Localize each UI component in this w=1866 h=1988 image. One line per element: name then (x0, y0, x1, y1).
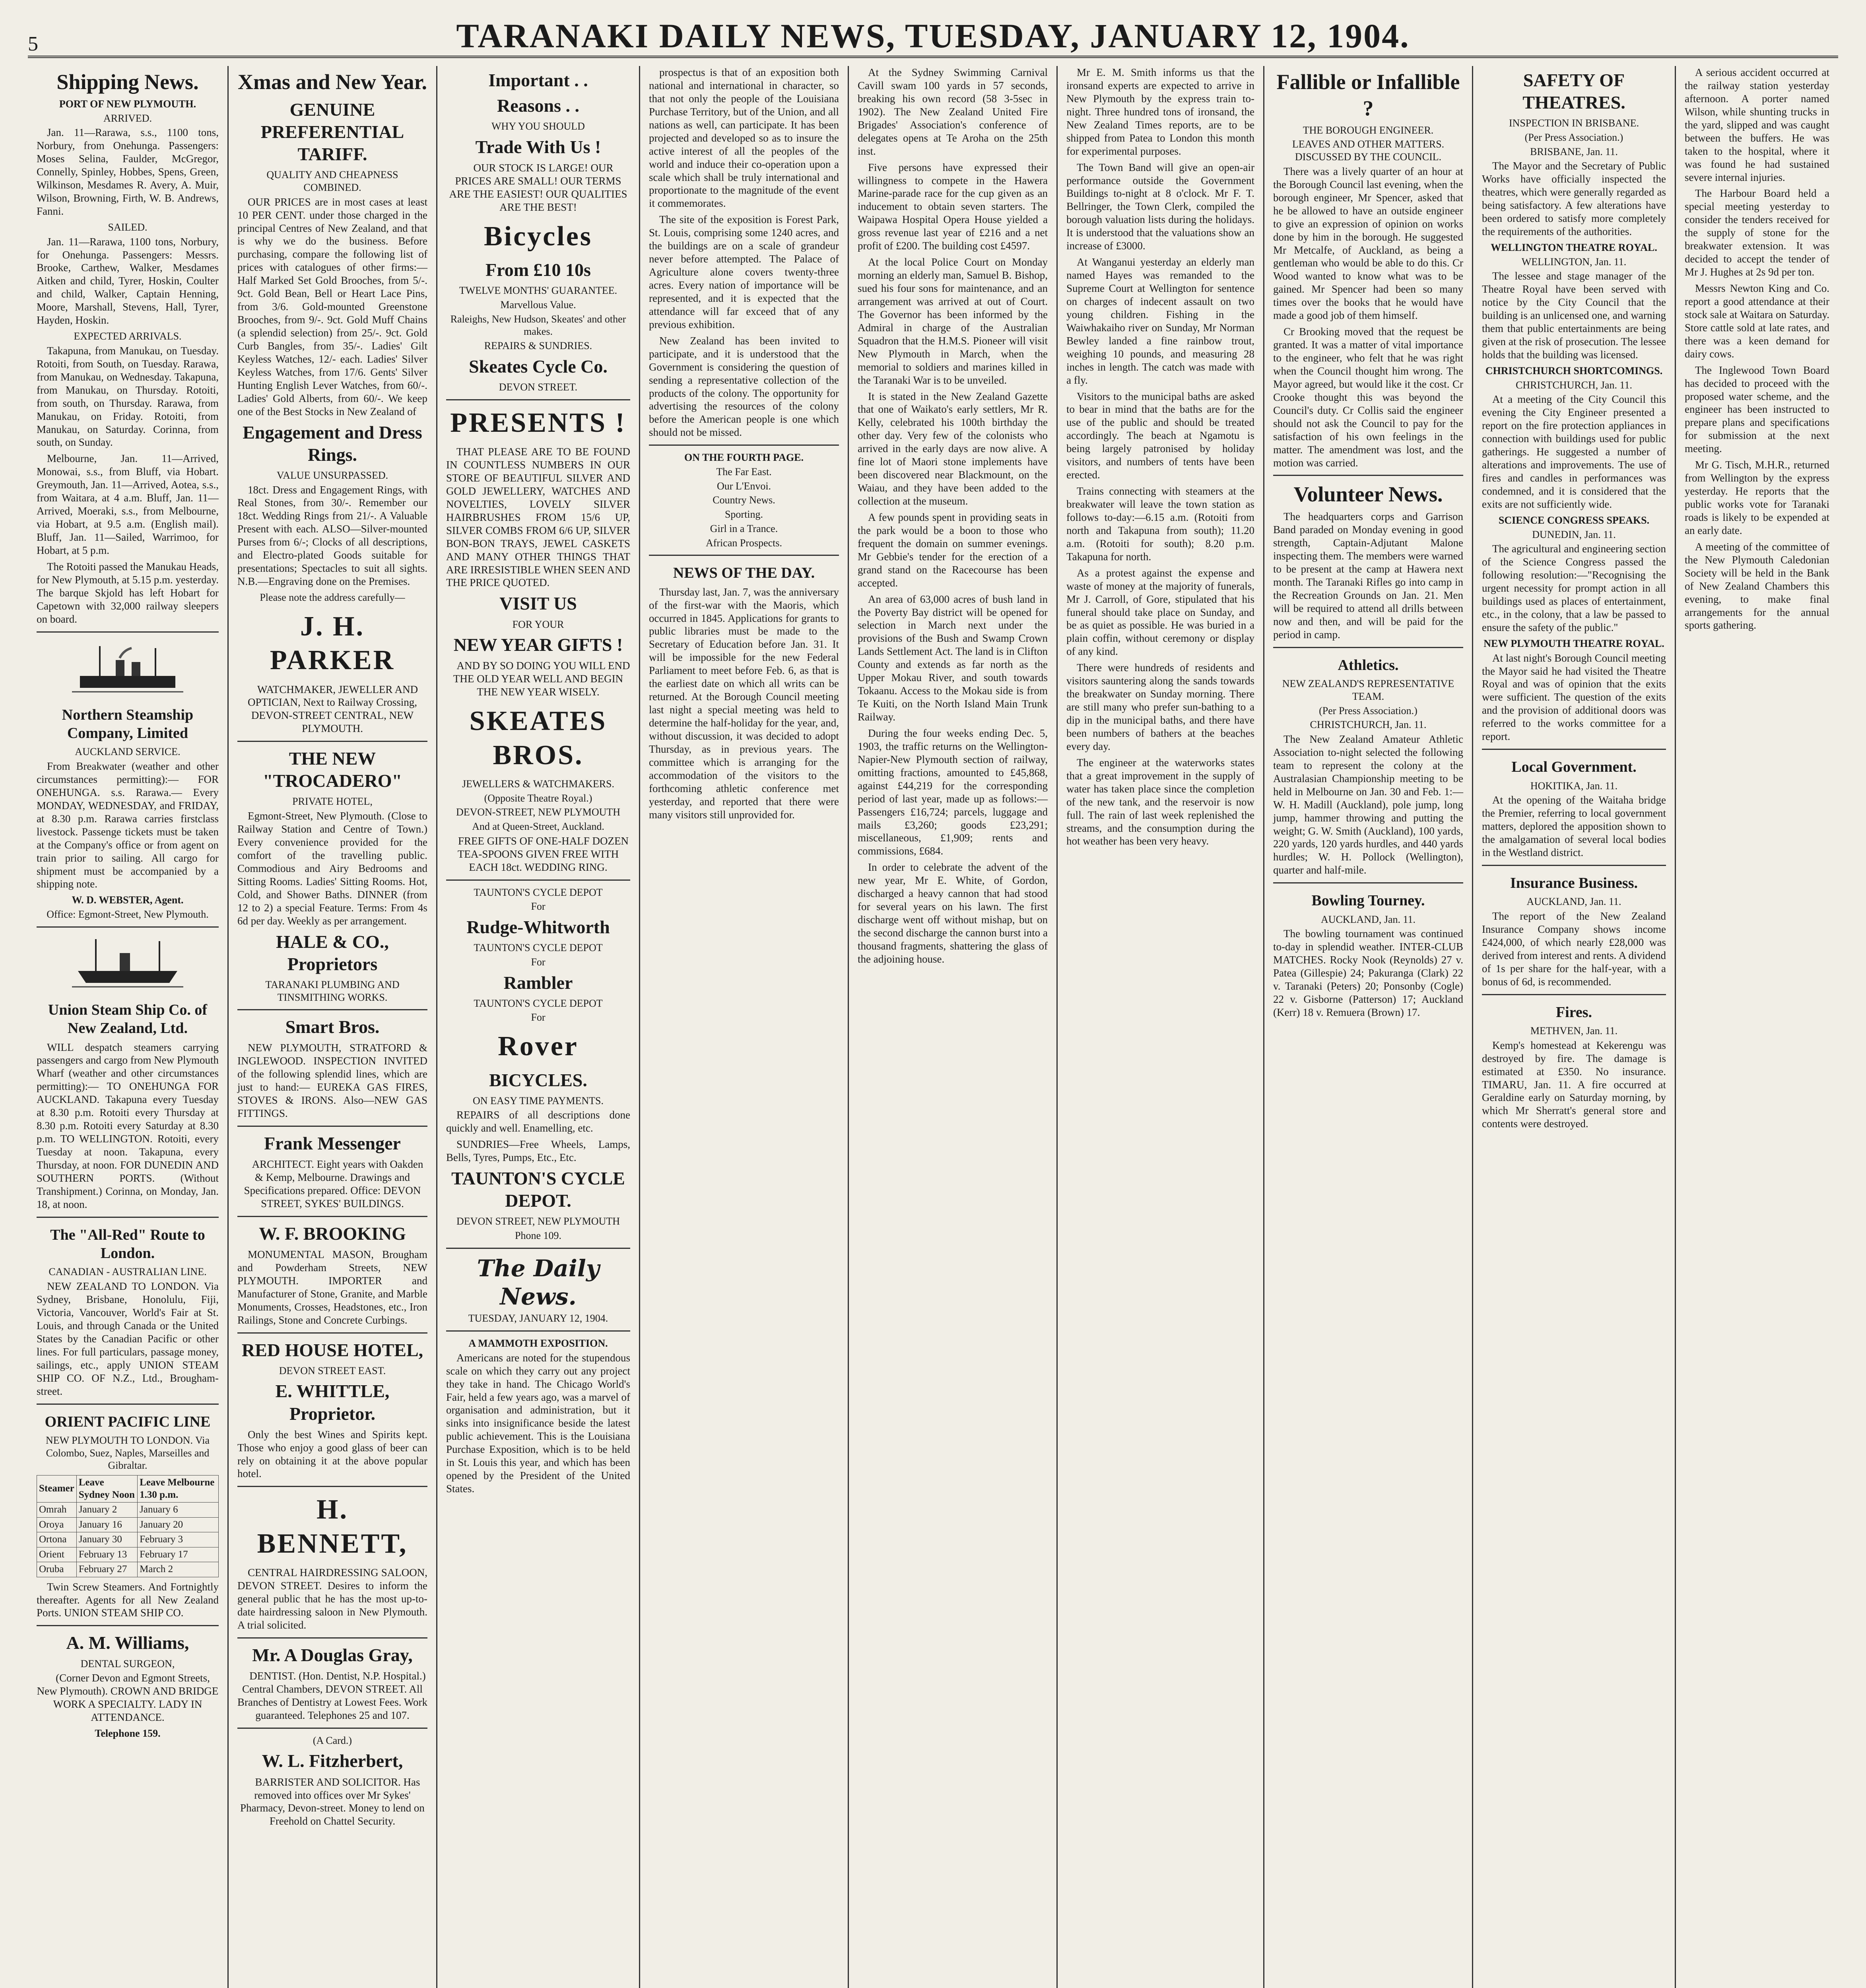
taunton-text: TAUNTON'S CYCLE DEPOT (474, 886, 603, 898)
guarantee-text: TWELVE MONTHS' GUARANTEE. (459, 285, 617, 297)
smart-text: NEW PLYMOUTH, STRATFORD & INGLEWOOD. INSPECTION INVITED of the following splendid lines, which are just to hand:— EUREKA GAS FIRES, STOVES & IRONS. Also—NEW GAS FITTINGS. (237, 1042, 427, 1120)
date-cell: February 3 (138, 1532, 219, 1547)
dateline: CHRISTCHURCH, Jan. 11. (1310, 719, 1427, 731)
steamer-cell: Ortona (37, 1532, 77, 1547)
fires-text: Kemp's homestead at Kekerengu was destroyed by fire. The damage is estimated at £350. No insurance. TIMARU, Jan. 11. A fire occurred at Geraldine early on Saturday morning, by which Mr Sherratt's general store and contents were destroyed. (1482, 1039, 1666, 1130)
trocadero-sub: PRIVATE HOTEL, (292, 796, 373, 808)
sundries-text: SUNDRIES—Free Wheels, Lamps, Bells, Tyres, Pumps, Etc., Etc. (446, 1138, 630, 1164)
usc-text: WILL despatch steamers carrying passengers and cargo from New Plymouth Wharf (weather and other circumstances permitting):— TO ONEHUNGA FOR AUCKLAND. Takapuna every Tuesday at 8.30 p.m. Rotoiti every Thursday at 8.30 p.m. Rotoiti every Saturday at 8.30 p.m. TO WELLINGTON. Rotoiti, every Tuesday at noon. Takapuna, every Thursday, at noon. FOR DUNEDIN AND SOUTHERN PORTS. (Without Transhipment.) Corinna, on Monday, Jan. 18, at noon. (37, 1041, 219, 1210)
please-note: Please note the address carefully— (260, 592, 405, 604)
shipping-heading: Shipping News. (56, 70, 199, 94)
expected-text: Takapuna, from Manukau, on Tuesday. Rotoiti, from South, on Tuesday. Rarawa, from Manukau, on Wednesday. Takapuna, from Manukau, on Thursday. Rotoiti, from south, on Thursday. Rarawa, from Manukau, on Friday. Rotoiti, from Manukau, on Saturday. Corinna, from south, on Sunday. (37, 344, 219, 448)
dateline: DUNEDIN, Jan. 11. (1532, 528, 1616, 540)
trade-text: OUR STOCK IS LARGE! OUR PRICES ARE SMALL! OUR TERMS ARE THE EASIEST! OUR QUALITIES ARE THE BEST! (449, 162, 627, 213)
value-text: 18ct. Dress and Engagement Rings, with Real Stones, from 30/-. Remember our 18ct. Wedding Rings from 21/-. A Valuable Present with each. ALSO—Silver-mounted Purses from 6/-; Clocks of all descriptions, and Electro-plated Goods suitable for presentations; Spectacles to suit all sights. N.B.—Engraving done on the Premises. (237, 483, 427, 588)
date-cell: February 17 (138, 1547, 219, 1562)
trocadero-text: Egmont-Street, New Plymouth. (Close to Railway Station and Centre of Town.) Every convenience provided for the comfort of the travelling public. Commodious and Airy Bedrooms and Sitting Rooms. Ladies' Sitting Rooms. Hot, Cold, and Shower Baths. DINNER (from 12 to 2) a special Feature. Terms: From 4s 6d per day. Weekly as per arrangement. (237, 810, 427, 927)
xmas-heading: Xmas and New Year. (237, 70, 427, 94)
divider (1273, 475, 1463, 476)
divider (446, 1248, 630, 1249)
steamer-cell: Orient (37, 1547, 77, 1562)
dateline: HOKITIKA, Jan. 11. (1530, 780, 1618, 792)
usc-heading: Union Steam Ship Co. of New Zealand, Ltd. (48, 1001, 208, 1037)
nsc-heading: Northern Steamship Company, Limited (62, 706, 194, 742)
article-paragraph: The engineer at the waterworks states that a great improvement in the supply of water has taken place since the completion of the new tank, and the reservoir is now full. The rain of last week replenished the streams, and the consumption during the hot weather has been very heavy. (1066, 756, 1254, 847)
date-cell: February 13 (76, 1547, 137, 1562)
dateline: WELLINGTON, Jan. 11. (1521, 256, 1627, 268)
bennett-heading: H. BENNETT, (257, 1494, 408, 1559)
divider (1482, 865, 1666, 866)
local-government-heading: Local Government. (1511, 759, 1637, 776)
article-paragraph: The Town Band will give an open-air performance outside the Government Buildings to-night at 8 o'clock. Mr F. T. Bellringer, the Town Clerk, compiled the borough valuation lists during the holidays. It is understood that the valuations show an increase of £3000. (1066, 161, 1254, 252)
for-text: For (531, 901, 546, 912)
date-cell: March 2 (138, 1562, 219, 1577)
date-cell: January 30 (76, 1532, 137, 1547)
williams-text: (Corner Devon and Egmont Streets, New Plymouth). CROWN AND BRIDGE WORK A SPECIALTY. LADY IN ATTENDANCE. (37, 1672, 219, 1724)
page-number: 5 (28, 33, 38, 55)
list-item: African Prospects. (705, 537, 783, 549)
article-paragraph: Mr G. Tisch, M.H.R., returned from Wellington by the express yesterday. He reports that the public works vote for Taranaki roads is likely to be expended at an early date. (1685, 459, 1829, 536)
nsc-text: From Breakwater (weather and other circumstances permitting):— FOR ONEHUNGA. s.s. Rarawa.— Every MONDAY, WEDNESDAY, and FRIDAY, at 8.30 p.m. Rarawa carries firstclass livestock. Passenge tickets must be taken at the Company's office or from agent on train prior to sailing. All cargo for shipment must be accompanied by a shipping note. (37, 760, 219, 890)
wellington-text: The lessee and stage manager of the Theatre Royal have been served with notice by the City Council that the building is an unlicensed one, and warning them that public entertainments are being given at the risk of prosecution. The lessee holds that the building was licensed. (1482, 270, 1666, 361)
divider (37, 926, 219, 928)
list-item: The Far East. (716, 466, 772, 478)
fitzherbert-text: BARRISTER AND SOLICITOR. Has removed into offices over Mr Sykes' Pharmacy, Devon-street. Money to lend on Freehold on Chattel Security. (240, 1776, 425, 1827)
column-2 (229, 66, 437, 1988)
column-1 (28, 66, 229, 1988)
skeates-cycle-heading: Skeates Cycle Co. (469, 356, 608, 377)
rudge-heading: Rudge-Whitworth (466, 917, 610, 938)
orient-schedule-table (37, 1475, 219, 1577)
athletics-text: The New Zealand Amateur Athletic Association to-night selected the following team to represent the colony at the Australasian Championship meeting to be held in Melbourne on Jan. 30 and Feb. 1:—W. H. Madill (Auckland), pole jump, long jump, hammer throwing and putting the weight; G. W. Smith (Auckland), 100 yards, 220 yards, 120 yards hurdles, and 440 yards hurdles; W. H. Pollock (Wellington), quarter and half-mile. (1273, 733, 1463, 876)
nptr-text: At last night's Borough Council meeting the Mayor said he had visited the Theatre Royal and was of opinion that the exits were sufficient. The question of the exits and the provision of additional doors was referred to the works committee for a report. (1482, 652, 1666, 743)
inspection-subheading: INSPECTION IN BRISBANE. (1509, 117, 1639, 129)
table-row (37, 1562, 219, 1577)
divider (37, 1404, 219, 1405)
list-item: Our L'Envoi. (716, 480, 771, 492)
brooking-text: MONUMENTAL MASON, Brougham and Powderham Streets, NEW PLYMOUTH. IMPORTER and Manufacturer of Stone, Granite, and Marble Monuments, Crosses, Headstones, etc., Iron Railings, Stone and Concrete Curbings. (237, 1248, 427, 1326)
insurance-text: The report of the New Zealand Insurance Company shows income £424,000, of which nearly £28,000 was derived from interest and rents. A dividend of 1s per share for the half-year, with a bonus of 6d, is recommended. (1482, 910, 1666, 988)
rambler-heading: Rambler (503, 972, 573, 993)
quality-heading: QUALITY AND CHEAPNESS COMBINED. (266, 169, 398, 193)
for-text: For (531, 956, 546, 968)
whittle-heading: E. WHITTLE, Proprietor. (275, 1381, 390, 1424)
insurance-heading: Insurance Business. (1510, 874, 1638, 891)
divider (237, 1009, 427, 1010)
divider (37, 1625, 219, 1626)
wellington-theatre-heading: WELLINGTON THEATRE ROYAL. (1491, 242, 1657, 253)
brooking-heading: W. F. BROOKING (259, 1223, 406, 1244)
arrived-heading: ARRIVED. (103, 112, 152, 124)
divider (1273, 647, 1463, 648)
williams-sub: DENTAL SURGEON, (80, 1658, 175, 1670)
engineer-subheading: THE BOROUGH ENGINEER. (1303, 124, 1434, 136)
nsc-office: Office: Egmont-Street, New Plymouth. (47, 909, 209, 920)
new-year-gifts-heading: NEW YEAR GIFTS ! (453, 635, 623, 655)
volunteer-heading: Volunteer News. (1293, 482, 1443, 507)
steamship-icon (72, 933, 183, 993)
news-text: Thursday last, Jan. 7, was the anniversary of the first-war with the Maoris, which occurred in 1845. Applications for grants to public libraries must be made to the Secretary of Education before Jan. 31. It will be impossible for the new Federal Parliament to meet before Feb. 6, as that is the earliest date on which all writs can be returned. At the Borough Council meeting last night a special meeting was held to determine the half-holiday for the year, and, without discussion, it was decided to adopt Thursday, as in previous years. The committee which is arranging for the accommodation of the visitors to the forthcoming athletic conference met yesterday, and reported that there were many visitors still unprovided for. (649, 586, 839, 821)
divider (1482, 994, 1666, 995)
column-4 (640, 66, 849, 1988)
bicycles2-heading: BICYCLES. (489, 1070, 587, 1090)
bicycles-heading: Bicycles (483, 221, 593, 252)
presents-text: THAT PLEASE ARE TO BE FOUND IN COUNTLESS NUMBERS IN OUR STORE OF BEAUTIFUL SILVER AND GOLD JEWELLERY, WATCHES AND NOVELTIES, LOVELY SILVER HAIRBRUSHES FROM 15/6 UP, SILVER COMBS FROM 6/6 UP, SILVER BON-BON TRAYS, JEWEL CASKETS AND MANY OTHER THINGS THAT ARE IRRESISTIBLE WHEN SEEN AND THE PRICE QUOTED. (446, 446, 630, 589)
fitzherbert-heading: W. L. Fitzherbert, (262, 1751, 403, 1771)
queen-st-text: And at Queen-Street, Auckland. (472, 821, 604, 833)
press-association: (Per Press Association.) (1524, 131, 1623, 143)
easy-payments-text: ON EASY TIME PAYMENTS. (473, 1095, 604, 1107)
red-house-text: DEVON STREET EAST. (279, 1365, 386, 1376)
christchurch-heading: CHRISTCHURCH SHORTCOMINGS. (1485, 365, 1663, 377)
dateline: CHRISTCHURCH, Jan. 11. (1515, 379, 1632, 391)
volunteer-text: The headquarters corps and Garrison Band paraded on Monday evening in good strength, Captain-Adjutant Malone inspecting them. The members were warned to be present at the camp at Hawera next month. The Taranaki Rifles go into camp in the Recreation Grounds on Jan. 21. Men will be required to attend all drills between now and then, and will be paid for the period in camp. (1273, 511, 1463, 641)
reasons-heading: Reasons . . (497, 95, 580, 116)
taunton-text: TAUNTON'S CYCLE DEPOT (474, 942, 603, 954)
hale-heading: HALE & CO., Proprietors (276, 931, 389, 974)
orient-col-header: Leave Sydney Noon (76, 1475, 137, 1503)
bowling-text: The bowling tournament was continued to-day in splendid weather. INTER-CLUB MATCHES. Rocky Nook (Reynolds) 27 v. Patea (Gillespie) 24; Pakuranga (Clark) 22 v. Taranaki (Peters) 20; Ponsonby (Cogle) 22 v. Gisborne (Patterson) 17; Auckland (Kerr) 18 v. Remuera (Brown) 17. (1273, 928, 1463, 1018)
safety-text: The Mayor and the Secretary of Public Works have officially inspected the theatres, which were generally regarded as being satisfactory. A few alterations have been ordered to satisfy more completely the requirements of the authorities. (1482, 160, 1666, 238)
divider (237, 1486, 427, 1487)
parker-name: J. H. PARKER (270, 611, 395, 676)
dateline: AUCKLAND, Jan. 11. (1320, 913, 1416, 925)
steamer-cell: Oroya (37, 1517, 77, 1532)
sailed-heading: SAILED. (108, 221, 148, 233)
fires-heading: Fires. (1555, 1004, 1592, 1021)
whittle-text: Only the best Wines and Spirits kept. Those who enjoy a good glass of beer can rely on obtaining it at the above popular hotel. (237, 1428, 427, 1480)
expected-heading: EXPECTED ARRIVALS. (74, 330, 182, 342)
divider (1482, 749, 1666, 750)
newspaper-title: TARANAKI DAILY NEWS, TUESDAY, JANUARY 12, 1904. (456, 17, 1410, 55)
value-heading: VALUE UNSURPASSED. (276, 469, 388, 481)
gifts-text: AND BY SO DOING YOU WILL END THE OLD YEAR WELL AND BEGIN THE NEW YEAR WISELY. (453, 660, 630, 698)
williams-name: A. M. Williams, (66, 1633, 189, 1653)
orient-heading: ORIENT PACIFIC LINE (45, 1413, 211, 1430)
divider (237, 1637, 427, 1639)
article-paragraph: It is stated in the New Zealand Gazette that one of Waikato's early settlers, Mr R. Kelly, celebrated his 100th birthday the other day. Very few of the colonists who arrived in the early days are now alive. A fine lot of Maori stone implements have been discovered near Blackmount, on the Waiau, and they have been added to the collection at the museum. (858, 390, 1048, 507)
article-paragraph: The site of the exposition is Forest Park, St. Louis, comprising some 1240 acres, and the buildings are on a scale of grandeur never before attempted. The Palace of Agriculture alone covers twenty-three acres. Every nation of importance will be represented, and it is expected that the attendance will far exceed that of any previous exhibition. (649, 214, 839, 330)
columns (28, 66, 1838, 1988)
divider (37, 1217, 219, 1218)
devon-st-text: DEVON-STREET, NEW PLYMOUTH (456, 806, 621, 818)
article-paragraph: Messrs Newton King and Co. report a good attendance at their stock sale at Waitara on Saturday. Store cattle sold at late rates, and there was a keen demand for dairy cows. (1685, 282, 1829, 360)
allred-heading: The "All-Red" Route to London. (50, 1226, 205, 1262)
article-paragraph: At the Sydney Swimming Carnival Cavill swam 100 yards in 57 seconds, breaking his own record (58 3-5sec in 1902). The New Zealand United Fire Brigades' Association's conference of delegates opens at Te Aroha on the 25th inst. (858, 66, 1048, 157)
nz-team-subheading: NEW ZEALAND'S REPRESENTATIVE TEAM. (1282, 678, 1454, 702)
fallible-heading: Fallible or Infallible ? (1276, 70, 1460, 120)
divider (237, 741, 427, 742)
news-of-the-day-heading: NEWS OF THE DAY. (673, 565, 815, 582)
red-house-heading: RED HOUSE HOTEL, (241, 1340, 423, 1360)
article-paragraph: A meeting of the committee of the New Plymouth Caledonian Society will be held in the Bank of New Zealand Chambers this evening, to make final arrangements for the annual sports gathering. (1685, 540, 1829, 631)
bowling-heading: Bowling Tourney. (1311, 892, 1425, 909)
divider (237, 1332, 427, 1334)
article-paragraph: Trains connecting with steamers at the breakwater will leave the town station as follows to-day:—6.15 a.m. (Rotoiti from north and Takapuna from south); 11.20 a.m. (Rotoiti for south); 8.20 p.m. Takapuna for north. (1066, 485, 1254, 563)
christchurch-text: At a meeting of the City Council this evening the City Engineer presented a report on the fire protection appliances in connection with buildings used for public gatherings. He suggested a number of alterations and improvements. The use of fires and candles in performances was condemned, and it is considered that the exits are not sufficiently wide. (1482, 393, 1666, 510)
divider (237, 1216, 427, 1217)
divider (237, 1728, 427, 1729)
article-paragraph: Five persons have expressed their willingness to compete in the Hawera Marine-parade race for the cup given as an inducement to obtain seven starters. The Waipawa Hospital Opera House yielded a gross revenue last year of £216 and a net profit of £200. The building cost £4597. (858, 161, 1048, 252)
list-item: Sporting. (724, 509, 763, 520)
article-paragraph: During the four weeks ending Dec. 5, 1903, the traffic returns on the Wellington-Napier-New Plymouth section of railway, omitting fractions, amounted to £45,868, against £44,219 for the corresponding period of last year, made up as follows:— Passengers £16,724; parcels, luggage and mails £3,260; goods £23,291; miscellaneous, £1,909; rents and commissions, £684. (858, 727, 1048, 857)
article-paragraph: There were hundreds of residents and visitors sauntering along the sands towards the breakwater on Sunday morning. There are still many who prefer sun-bathing to a dip in the municipal baths, and there have been numbers of bathers at the beaches every day. (1066, 662, 1254, 752)
opposite-text: (Opposite Theatre Royal.) (484, 792, 592, 804)
free-gifts-text: FREE GIFTS OF ONE-HALF DOZEN TEA-SPOONS GIVEN FREE WITH EACH 18ct. WEDDING RING. (457, 835, 629, 873)
tariff-heading: GENUINE PREFERENTIAL TARIFF. (260, 99, 404, 165)
column-8 (1473, 66, 1676, 1988)
taunton-depot-heading: TAUNTON'S CYCLE DEPOT. (451, 1168, 625, 1211)
engagement-heading: Engagement and Dress Rings. (243, 422, 422, 465)
divider (649, 555, 839, 556)
athletics-heading: Athletics. (1338, 656, 1399, 674)
column-6 (1058, 66, 1264, 1988)
article-paragraph: At Wanganui yesterday an elderly man named Hayes was remanded to the Supreme Court at Wellington for sentence on charges of indecent assault on two young children. Fishing in the Waiwhakaiho river on Sunday, Mr Norman Bewley landed a fine rainbow trout, weighing 10 pounds, and measuring 28 inches in length. The catch was made with a fly. (1066, 256, 1254, 386)
article-paragraph: New Zealand has been invited to participate, and it is understood that the Government is considering the question of sending a representative collection of the products of the colony. The opportunity for advertising the resources of the colony before the American people is one which should not be missed. (649, 334, 839, 439)
xmas-text: OUR PRICES are in most cases at least 10 PER CENT. under those charged in the principal Centres of New Zealand, and that is why we do the business. Before purchasing, compare the following list of prices with catalogues of other firms:— Half Marked Set Gold Brooches, from 5/-. 9ct. Gold Bean, Bell or Heart Lace Pins, from 3/6. Gold-mounted Greenstone Brooches, from 9/-. 9ct. Gold Muff Chains (a splendid selection) from 25/-. 9ct. Gold Curb Bangles, from 35/-. Ladies' Gilt Keyless Watches, 12/- each. Ladies' Silver Keyless Watches, from 17/6. Gents' Silver Hunting English Lever Watches, from 60/-. Ladies' Gold Alberts, from 60/-. We keep one of the Best Stocks in New Zealand of (237, 196, 427, 417)
steamer-cell: Omrah (37, 1503, 77, 1518)
trade-heading: Trade With Us ! (475, 136, 601, 157)
bennett-text: CENTRAL HAIRDRESSING SALOON, DEVON STREET. Desires to inform the general public that he has the most up-to-date hairdressing saloon in New Plymouth. A trial solicited. (237, 1567, 427, 1631)
messenger-heading: Frank Messenger (264, 1133, 401, 1154)
article-paragraph: Cr Brooking moved that the request be granted. It was a matter of vital importance to the engineer, who felt that he was right when the Council thought him wrong. The Mayor agreed, but would like it the cost. Cr Crooke thought this was beyond the Council's duty. Cr Collis said the engineer should not ask the Council to pay for the satisfaction of his own feelings in the matter. The amendment was lost, and the motion was carried. (1273, 326, 1463, 469)
parker-text: WATCHMAKER, JEWELLER AND OPTICIAN, Next to Railway Crossing, DEVON-STREET CENTRAL, NEW PLYMOUTH. (248, 683, 418, 735)
science-text: The agricultural and engineering section of the Science Congress passed the following resolution:—"Recognising the urgent necessity for prompt action in all buildings used as places of entertainment, etc., in the colony, that a law be passed to ensure the safety of the public." (1482, 543, 1666, 633)
dateline: METHVEN, Jan. 11. (1530, 1025, 1618, 1037)
important-heading: Important . . (488, 70, 588, 90)
science-heading: SCIENCE CONGRESS SPEAKS. (1498, 514, 1650, 526)
trocadero-heading: THE NEW "TROCADERO" (262, 748, 402, 791)
mammoth-text: Americans are noted for the stupendous scale on which they carry out any project they take in hand. The Chicago World's Fair, held a few years ago, was a marvel of organisation and administration, but it sinks into insignificance beside the latest public achievement. This is the Louisiana Purchase Exposition, which is to be held in St. Louis this year, and which has been opened by the President of the United States. (446, 1351, 630, 1495)
orient-note: Twin Screw Steamers. And Fortnightly thereafter. Agents for all New Zealand Ports. UNION STEAM SHIP CO. (37, 1580, 219, 1619)
visit-heading: VISIT US (499, 593, 577, 614)
makes-text: Raleighs, New Hudson, Skeates' and other makes. (450, 313, 626, 338)
smart-heading: Smart Bros. (285, 1017, 380, 1037)
dateline: BRISBANE, Jan. 11. (1530, 146, 1618, 157)
devon-street-text: DEVON STREET. (499, 381, 578, 393)
steamship-icon (72, 638, 183, 698)
arrived-text: Jan. 11—Rarawa, s.s., 1100 tons, Norbury, from Onehunga. Passengers: Moses Selina, Faulder, McGregor, Connelly, Spinley, Hobbes, Spens, Green, Wilkinson, Mesdames R. Avery, A. Muir, Wilson, Browning, Firth, W. B. Andrews, Fanni. (37, 126, 219, 217)
marvellous-text: Marvellous Value. (500, 299, 576, 311)
press-association: (Per Press Association.) (1319, 705, 1417, 716)
table-row (37, 1517, 219, 1532)
article-paragraph: A serious accident occurred at the railway station yesterday afternoon. A porter named Wilson, while shunting trucks in the yard, slipped and was caught between the buffers. He was taken to the hospital, where it was found he had sustained severe internal injuries. (1685, 66, 1829, 183)
divider (37, 631, 219, 633)
messenger-text: ARCHITECT. Eight years with Oakden & Kemp, Melbourne. Drawings and Specifications prepared. Office: DEVON STREET, SYKES' BUILDINGS. (244, 1158, 423, 1209)
table-row (37, 1532, 219, 1547)
column-3 (437, 66, 640, 1988)
date-cell: January 2 (76, 1503, 137, 1518)
divider (446, 879, 630, 881)
divider (446, 399, 630, 400)
price-heading: From £10 10s (485, 260, 591, 280)
for-your-text: FOR YOUR (512, 618, 564, 630)
gray-text: DENTIST. (Hon. Dentist, N.P. Hospital.) Central Chambers, DEVON STREET. All Branches of Dentistry at Lowest Fees. Work guaranteed. Telephones 25 and 107. (237, 1670, 427, 1721)
orient-col-header: Steamer (37, 1475, 77, 1503)
daily-news-date: TUESDAY, JANUARY 12, 1904. (468, 1312, 608, 1324)
date-cell: January 20 (138, 1517, 219, 1532)
phone-text: Phone 109. (515, 1230, 561, 1242)
date-cell: January 16 (76, 1517, 137, 1532)
dateline: AUCKLAND, Jan. 11. (1526, 896, 1621, 908)
table-row (37, 1547, 219, 1562)
divider (1273, 882, 1463, 883)
gray-heading: Mr. A Douglas Gray, (252, 1644, 413, 1665)
article-paragraph: At the local Police Court on Monday morning an elderly man, Samuel B. Bishop, sued his four sons for maintenance, and an arrangement was arrived at out of Court. The Governor has been informed by the Admiral in charge of the Australian Squadron that the H.M.S. Pioneer will visit New Plymouth in March, when the memorial to soldiers and marines killed in the Taranaki War is to be unveiled. (858, 256, 1048, 386)
for-text: For (531, 1011, 546, 1023)
rover-heading: Rover (498, 1031, 579, 1062)
safety-heading: SAFETY OF THEATRES. (1522, 70, 1625, 113)
presents-heading: PRESENTS ! (450, 407, 626, 438)
fourth-page-heading: ON THE FOURTH PAGE. (684, 452, 804, 464)
article-paragraph: In order to celebrate the advent of the new year, Mr E. White, of Gordon, discharged a heavy cannon that had stood for several years on his lawn. The first discharge went off without mishap, but on the second discharge the cannon burst into a thousand fragments, shattering the glass of the adjoining house. (858, 861, 1048, 965)
list-item: Country News. (713, 494, 775, 506)
article-paragraph: prospectus is that of an exposition both national and international in character, so that not only the people of the Louisiana Purchase Territory, but of the Union, and all nations as well, can participate. It has been projected and developed so as to insure the active interest of all the peoples of the world and induce their co-operation upon a scale which shall be truly international and proportionate to the magnitude of the event it commemorates. (649, 66, 839, 210)
jewellers-text: JEWELLERS & WATCHMAKERS. (462, 778, 615, 790)
sailed-text: Jan. 11—Rarawa, 1100 tons, Norbury, for Onehunga. Passengers: Messrs. Brooke, Carthew, Walker, Mesdames Aitken and child, Tyrer, Hoskin, Coulter and child, Walker, Captain Henning, Moore, Marshall, Stevens, Hall, Tyrer, Hayden, Hoskin. (37, 235, 219, 326)
repairs2-text: REPAIRS of all descriptions done quickly and well. Enamelling, etc. (446, 1109, 630, 1134)
article-paragraph: The Inglewood Town Board has decided to proceed with the proposed water scheme, and the engineer has been instructed to prepare plans and specifications for submission at the next meeting. (1685, 364, 1829, 455)
rotoiti-text: The Rotoiti passed the Manukau Heads, for New Plymouth, at 5.15 p.m. yesterday. The barque Skjold has left Hobart for Capetown with 32,000 railway sleepers on board. (37, 560, 219, 625)
steamer-cell: Oruba (37, 1562, 77, 1577)
why-heading: WHY YOU SHOULD (491, 120, 585, 132)
article-paragraph: As a protest against the expense and waste of money at the majority of funerals, Mr J. Carroll, of Gore, stipulated that his funeral should take place on Sunday, and be as quiet as possible. He was buried in a plain coffin, without ceremony or display of any kind. (1066, 567, 1254, 658)
column-7 (1264, 66, 1473, 1988)
masthead (28, 12, 1838, 58)
divider (237, 1126, 427, 1127)
skeates-bros-heading: SKEATES BROS. (469, 706, 607, 771)
hale-text: TARANAKI PLUMBING AND TINSMITHING WORKS. (265, 978, 400, 1003)
orient-col-header: Leave Melbourne 1.30 p.m. (138, 1475, 219, 1503)
melbourne-text: Melbourne, Jan. 11—Arrived, Monowai, s.s., from Bluff, via Hobart. Greymouth, Jan. 11—Arrived, Aotea, s.s., from Waitara, at 4 a.m. Bluff, Jan. 11—Arrived, Moeraki, s.s., from Melbourne, via Hobart, at 9.5 a.m. (English mail). Bluff, Jan. 11—Sailed, Warrimoo, for Hobart, at 5 p.m. (37, 452, 219, 556)
column-9 (1676, 66, 1838, 1988)
date-cell: February 27 (76, 1562, 137, 1577)
repairs-text: REPAIRS & SUNDRIES. (484, 340, 592, 352)
article-paragraph: Mr E. M. Smith informs us that the ironsand experts are expected to arrive in New Plymouth by the express train to-night. Three hundred tons of ironsand, the New Zealand Times reports, are to be shipped from Patea to London this month for experimental purposes. (1066, 66, 1254, 157)
article-paragraph: An area of 63,000 acres of bush land in the Poverty Bay district will be opened for selection in March next under the provisions of the Bush and Swamp Crown Lands Settlement Act. The land is in Clifton County and extends as far north as the Upper Mokau River, and south towards Tokaanu. Access to the Mokau side is from Te Kuiti, on the North Island Main Trunk Railway. (858, 593, 1048, 723)
port-heading: PORT OF NEW PLYMOUTH. (59, 98, 196, 110)
taunton-text: TAUNTON'S CYCLE DEPOT (474, 997, 603, 1009)
table-row (37, 1503, 219, 1518)
leaves-subheading: LEAVES AND OTHER MATTERS. DISCUSSED BY THE COUNCIL. (1292, 138, 1445, 163)
nsc-agent: W. D. WEBSTER, Agent. (72, 894, 184, 906)
column-5 (849, 66, 1058, 1988)
article-paragraph: The Harbour Board held a special meeting yesterday to consider the tenders received for the supply of stone for the breakwater extension. It was decided to accept the tender of Mr J. Hughes at 2s 9d per ton. (1685, 187, 1829, 278)
divider (446, 1330, 630, 1332)
local-text: At the opening of the Waitaha bridge the Premier, referring to local government matters, deplored the apposition shown to the amalgamation of several local bodies in the Westland district. (1482, 794, 1666, 858)
williams-telephone: Telephone 159. (95, 1728, 161, 1739)
daily-news-title: The Daily News. (477, 1254, 600, 1310)
date-cell: January 6 (138, 1503, 219, 1518)
orient-sub: NEW PLYMOUTH TO LONDON. Via Colombo, Suez, Naples, Marseilles and Gibraltar. (45, 1434, 210, 1472)
mammoth-heading: A MAMMOTH EXPOSITION. (468, 1338, 608, 1349)
article-paragraph: There was a lively quarter of an hour at the Borough Council last evening, when the borough engineer, Mr Spencer, asked that he be allowed to have an outside engineer to give an expression of opinion on works done by him in the borough. He suggested Mr Metcalfe, of Auckland, as being a gentleman who would be able to do this. Cr Wood wanted to know what was to be gained. Mr Spencer had been so many times over the books that he would have made a good job of them himself. (1273, 165, 1463, 322)
taunton-address: DEVON STREET, NEW PLYMOUTH (456, 1215, 620, 1227)
article-paragraph: Visitors to the municipal baths are asked to bear in mind that the baths are for the use of the public and should be treated accordingly. The beach at Ngamotu is being largely patronised by holiday visitors, and numbers of tents have been erected. (1066, 390, 1254, 481)
divider (649, 445, 839, 446)
allred-sub: CANADIAN - AUSTRALIAN LINE. (49, 1266, 207, 1278)
nsc-sub: AUCKLAND SERVICE. (75, 746, 181, 758)
list-item: Girl in a Trance. (710, 522, 778, 534)
nptr-heading: NEW PLYMOUTH THEATRE ROYAL. (1483, 637, 1664, 649)
card-label: (A Card.) (313, 1734, 352, 1746)
allred-text: NEW ZEALAND TO LONDON. Via Sydney, Brisbane, Honolulu, Fiji, Victoria, Vancouver, World's Fair at St. Louis, and through Canada or the United States by the Canadian Pacific or other lines. For full particulars, passage money, sailings, etc., apply UNION STEAM SHIP CO. OF N.Z., Ltd., Brougham-street. (37, 1280, 219, 1397)
article-paragraph: A few pounds spent in providing seats in the park would be a boon to those who frequent the domain on summer evenings. Mr Gebbie's tender for the erection of a grand stand on the Racecourse has been accepted. (858, 511, 1048, 589)
